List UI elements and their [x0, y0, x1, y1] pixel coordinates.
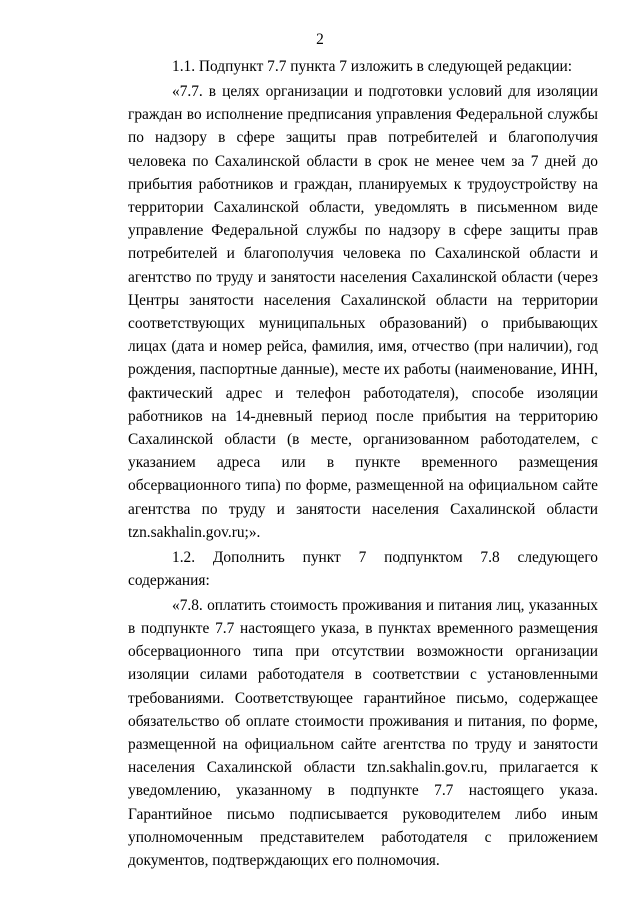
document-body [128, 55, 598, 874]
paragraph-1-2-heading: 1.2. Дополнить пункт 7 подпунктом 7.8 следующего содержания: [128, 548, 598, 589]
paragraph-1-1-heading: 1.1. Подпункт 7.7 пункта 7 изложить в следующей редакции: [172, 58, 573, 75]
page-number: 2 [316, 31, 324, 48]
paragraph-7-7-text: «7.7. в целях организации и подготовки условий для изоляции граждан во исполнение предписания управления Федеральной службы по надзору в сфере защиты прав потребителей и благополучия человека по Сахалинской области в срок не менее чем за 7 дней до прибытия работников и граждан, планируемых к трудоустройству на территории Сахалинской области, уведомлять в письменном виде управление Федеральной службы по надзору в сфере защиты прав потребителей и благополучия человека по Сахалинской области и агентство по труду и занятости населения Сахалинской области (через Центры занятости населения Сахалинской области на территории соответствующих муниципальных образований) о прибывающих лицах (дата и номер рейса, фамилия, имя, отчество (при наличии), год рождения, паспортные данные), месте их работы (наименование, ИНН, фактический адрес и телефон работодателя), способе изоляции работников на 14-дневный период после прибытия на территорию Сахалинской области (в месте, организованном работодателем, с указанием адреса или в пункте временного размещения обсервационного типа) по форме, размещенной на официальном сайте агентства по труду и занятости населения Сахалинской области tzn.sakhalin.gov.ru;». [128, 82, 598, 541]
paragraph-7-8-text: «7.8. оплатить стоимость проживания и питания лиц, указанных в подпункте 7.7 настоящего указа, в пунктах временного размещения обсервационного типа при отсутствии возможности организации изоляции силами работодателя в соответствии с установленными требованиями. Соответствующее гарантийное письмо, содержащее обязательство об оплате стоимости проживания и питания, по форме, размещенной на официальном сайте агентства по труду и занятости населения Сахалинской области tzn.sakhalin.gov.ru, прилагается к уведомлению, указанному в подпункте 7.7 настоящего указа. Гарантийное письмо подписывается руководителем либо иным уполномоченным представителем работодателя с приложением документов, подтверждающих его полномочия. [128, 596, 598, 869]
